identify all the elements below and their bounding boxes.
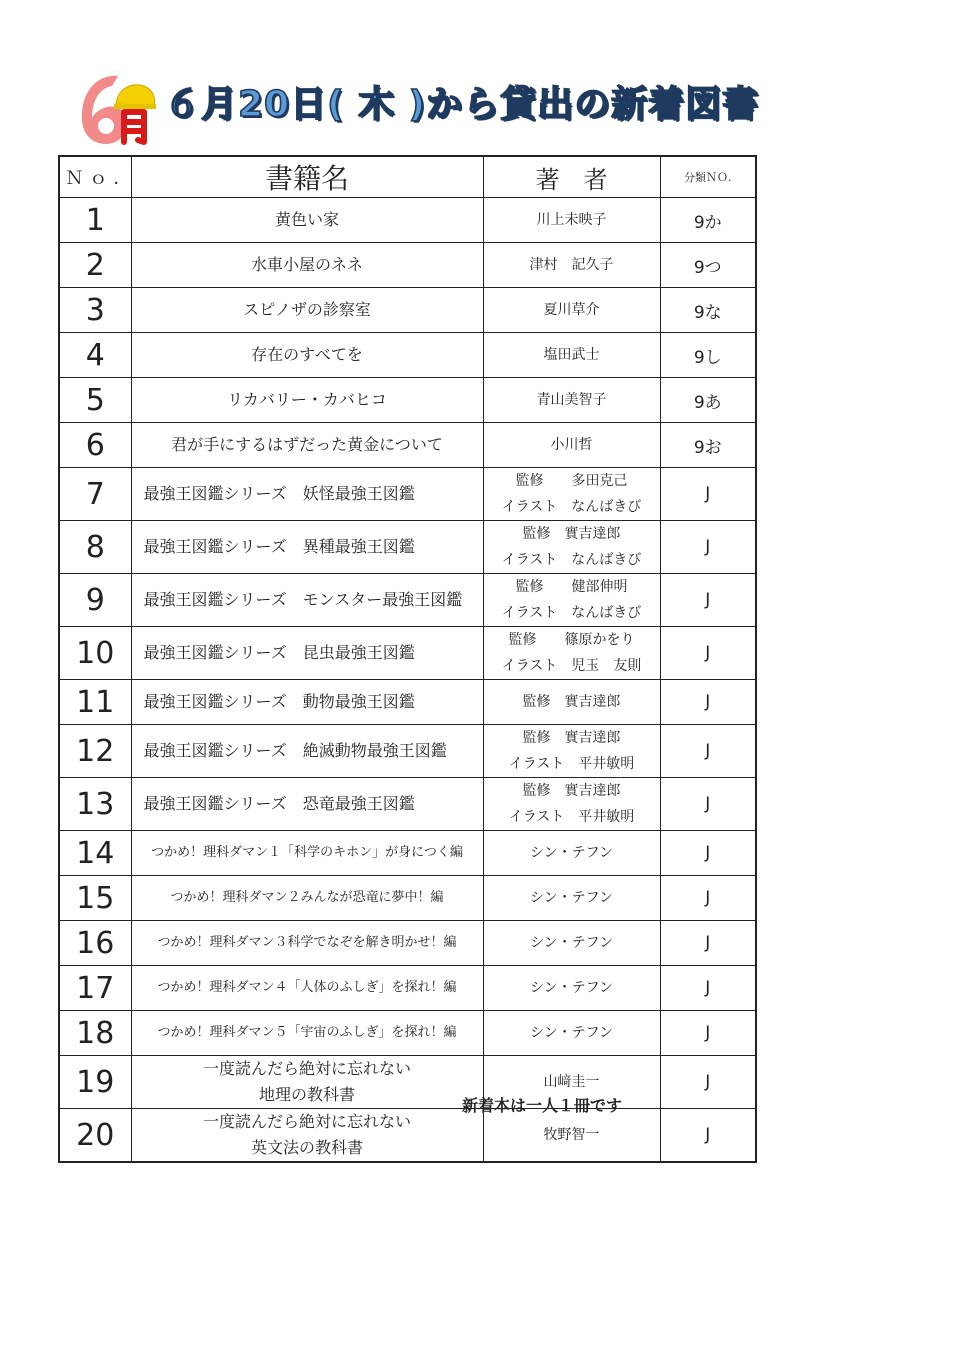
book-author-line: 牧野智一 (543, 1127, 600, 1143)
table-row (59, 966, 756, 1011)
book-author (483, 778, 660, 831)
table-row (59, 468, 756, 521)
book-author-line: 監修 實吉達郎 (522, 783, 621, 799)
book-author (483, 725, 660, 778)
classification-number: J (660, 468, 756, 521)
row-number: 18 (59, 1011, 131, 1056)
book-author (483, 680, 660, 725)
table-header-row (59, 156, 756, 198)
row-number: 9 (59, 574, 131, 627)
book-title-line: 最強王図鑑シリーズ 昆虫最強王図鑑 (143, 643, 415, 662)
book-title-line: 存在のすべてを (251, 345, 363, 364)
book-author-line: シン・テフン (529, 845, 614, 861)
classification-number: 9お (660, 423, 756, 468)
book-title (131, 333, 483, 378)
book-title (131, 1109, 483, 1163)
table-row (59, 574, 756, 627)
classification-number: 9し (660, 333, 756, 378)
book-author-line: 監修 實吉達郎 (522, 526, 621, 542)
new-books-table (58, 155, 757, 1163)
table-row (59, 831, 756, 876)
table-row (59, 1011, 756, 1056)
book-title-line: リカバリー・カバヒコ (227, 390, 387, 409)
row-number: 14 (59, 831, 131, 876)
classification-number: J (660, 966, 756, 1011)
book-author (483, 288, 660, 333)
book-title-line: つかめ！理科ダマン３科学でなぞを解き明かせ！編 (157, 935, 457, 950)
classification-number: J (660, 521, 756, 574)
book-title-line: 最強王図鑑シリーズ 絶滅動物最強王図鑑 (143, 741, 447, 760)
book-author-line: 監修 實吉達郎 (522, 694, 621, 710)
row-number: 19 (59, 1056, 131, 1109)
table-row (59, 198, 756, 243)
book-author (483, 966, 660, 1011)
book-author-line: 監修 健部伸明 (515, 579, 628, 595)
row-number: 4 (59, 333, 131, 378)
book-author (483, 468, 660, 521)
book-title-line: 黄色い家 (274, 210, 339, 229)
book-title-line: 地理の教科書 (258, 1085, 355, 1104)
classification-number: 9あ (660, 378, 756, 423)
book-title (131, 243, 483, 288)
book-author (483, 627, 660, 680)
row-number: 2 (59, 243, 131, 288)
book-title-line: 一度読んだら絶対に忘れない (202, 1059, 411, 1078)
june-logo-icon (72, 68, 162, 148)
book-title (131, 378, 483, 423)
classification-number: 9な (660, 288, 756, 333)
book-author-line: シン・テフン (529, 1025, 614, 1041)
book-title (131, 468, 483, 521)
classification-number: J (660, 778, 756, 831)
page-header (72, 68, 772, 148)
book-title-line: 最強王図鑑シリーズ 動物最強王図鑑 (143, 692, 415, 711)
header-no: Ｎｏ. (59, 156, 131, 198)
book-title (131, 521, 483, 574)
book-author (483, 574, 660, 627)
book-author (483, 831, 660, 876)
book-title (131, 921, 483, 966)
classification-number: J (660, 921, 756, 966)
row-number: 3 (59, 288, 131, 333)
classification-number: J (660, 1109, 756, 1163)
book-title-line: スピノザの診察室 (243, 300, 371, 319)
book-author-line: 青山美智子 (536, 392, 607, 408)
table-row (59, 921, 756, 966)
classification-number: J (660, 876, 756, 921)
row-number: 17 (59, 966, 131, 1011)
loan-limit-note: 新着本は一人１冊です (462, 1096, 623, 1115)
table-row (59, 725, 756, 778)
book-title (131, 198, 483, 243)
book-title (131, 1011, 483, 1056)
book-title-line: 最強王図鑑シリーズ 異種最強王図鑑 (143, 537, 415, 556)
row-number: 16 (59, 921, 131, 966)
classification-number: J (660, 725, 756, 778)
classification-number: J (660, 574, 756, 627)
book-title (131, 831, 483, 876)
book-author-line: 夏川草介 (543, 302, 600, 318)
table-row (59, 243, 756, 288)
book-author-line: 小川哲 (550, 437, 593, 453)
book-title-line: 最強王図鑑シリーズ モンスター最強王図鑑 (143, 590, 463, 609)
book-title (131, 1056, 483, 1109)
book-author (483, 1011, 660, 1056)
book-author-line: イラスト 平井敏明 (508, 809, 635, 825)
book-title-line: つかめ！理科ダマン１「科学のキホン」が身につく編 (151, 845, 463, 860)
classification-number: 9か (660, 198, 756, 243)
header-class: 分類ＮＯ. (660, 156, 756, 198)
classification-number: J (660, 1011, 756, 1056)
book-author-line: シン・テフン (529, 890, 614, 906)
book-author (483, 876, 660, 921)
row-number: 15 (59, 876, 131, 921)
book-author (483, 521, 660, 574)
book-author (483, 333, 660, 378)
book-author-line: 津村 記久子 (529, 257, 614, 273)
book-author-line: イラスト なんばきび (501, 499, 642, 515)
row-number: 13 (59, 778, 131, 831)
book-title-line: 最強王図鑑シリーズ 妖怪最強王図鑑 (143, 484, 415, 503)
book-title (131, 423, 483, 468)
table-row (59, 627, 756, 680)
header-title: 書籍名 (131, 156, 483, 198)
book-author-line: 監修 實吉達郎 (522, 730, 621, 746)
book-title (131, 574, 483, 627)
book-title-line: 水車小屋のネネ (250, 255, 363, 274)
book-title (131, 876, 483, 921)
table-row (59, 1109, 756, 1163)
book-title-line: 最強王図鑑シリーズ 恐竜最強王図鑑 (143, 794, 415, 813)
book-title-line: つかめ！理科ダマン２みんなが恐竜に夢中！編 (170, 890, 444, 905)
table-row (59, 378, 756, 423)
book-title-line: 英文法の教科書 (250, 1138, 363, 1157)
page-title: ６月20日( 木 )から貸出の新着図書 (164, 84, 760, 125)
table-row (59, 680, 756, 725)
row-number: 7 (59, 468, 131, 521)
book-author (483, 1109, 660, 1163)
book-author-line: イラスト なんばきび (501, 552, 642, 568)
book-title (131, 680, 483, 725)
book-author-line: イラスト なんばきび (501, 605, 642, 621)
row-number: 20 (59, 1109, 131, 1163)
row-number: 12 (59, 725, 131, 778)
row-number: 1 (59, 198, 131, 243)
book-title-line: 君が手にするはずだった黄金について (171, 435, 443, 454)
book-title-line: つかめ！理科ダマン５「宇宙のふしぎ」を探れ！編 (157, 1025, 457, 1040)
row-number: 11 (59, 680, 131, 725)
classification-number: 9つ (660, 243, 756, 288)
row-number: 6 (59, 423, 131, 468)
book-title (131, 778, 483, 831)
book-title-line: 一度読んだら絶対に忘れない (202, 1112, 411, 1131)
book-title (131, 627, 483, 680)
table-row (59, 423, 756, 468)
book-author-line: 山﨑圭一 (543, 1074, 600, 1090)
book-title (131, 725, 483, 778)
row-number: 10 (59, 627, 131, 680)
book-author-line: 監修 篠原かをり (508, 632, 635, 648)
row-number: 5 (59, 378, 131, 423)
book-author-line: 塩田武士 (543, 347, 600, 363)
book-author (483, 243, 660, 288)
book-author-line: イラスト 児玉 友則 (501, 658, 642, 674)
book-author-line: 監修 多田克己 (515, 473, 628, 489)
book-author-line: 川上未映子 (536, 212, 607, 228)
header-author: 著 者 (483, 156, 660, 198)
table-row (59, 288, 756, 333)
table-row (59, 1056, 756, 1109)
book-title (131, 288, 483, 333)
book-title (131, 966, 483, 1011)
book-author-line: イラスト 平井敏明 (508, 756, 635, 772)
classification-number: J (660, 831, 756, 876)
table-row (59, 333, 756, 378)
book-author-line: シン・テフン (529, 980, 614, 996)
classification-number: J (660, 627, 756, 680)
row-number: 8 (59, 521, 131, 574)
book-title-line: つかめ！理科ダマン４「人体のふしぎ」を探れ！編 (157, 980, 457, 995)
classification-number: J (660, 1056, 756, 1109)
book-author-line: シン・テフン (529, 935, 614, 951)
table-row (59, 876, 756, 921)
book-author (483, 921, 660, 966)
book-author (483, 378, 660, 423)
table-row (59, 778, 756, 831)
book-author (483, 198, 660, 243)
classification-number: J (660, 680, 756, 725)
table-row (59, 521, 756, 574)
book-author (483, 423, 660, 468)
